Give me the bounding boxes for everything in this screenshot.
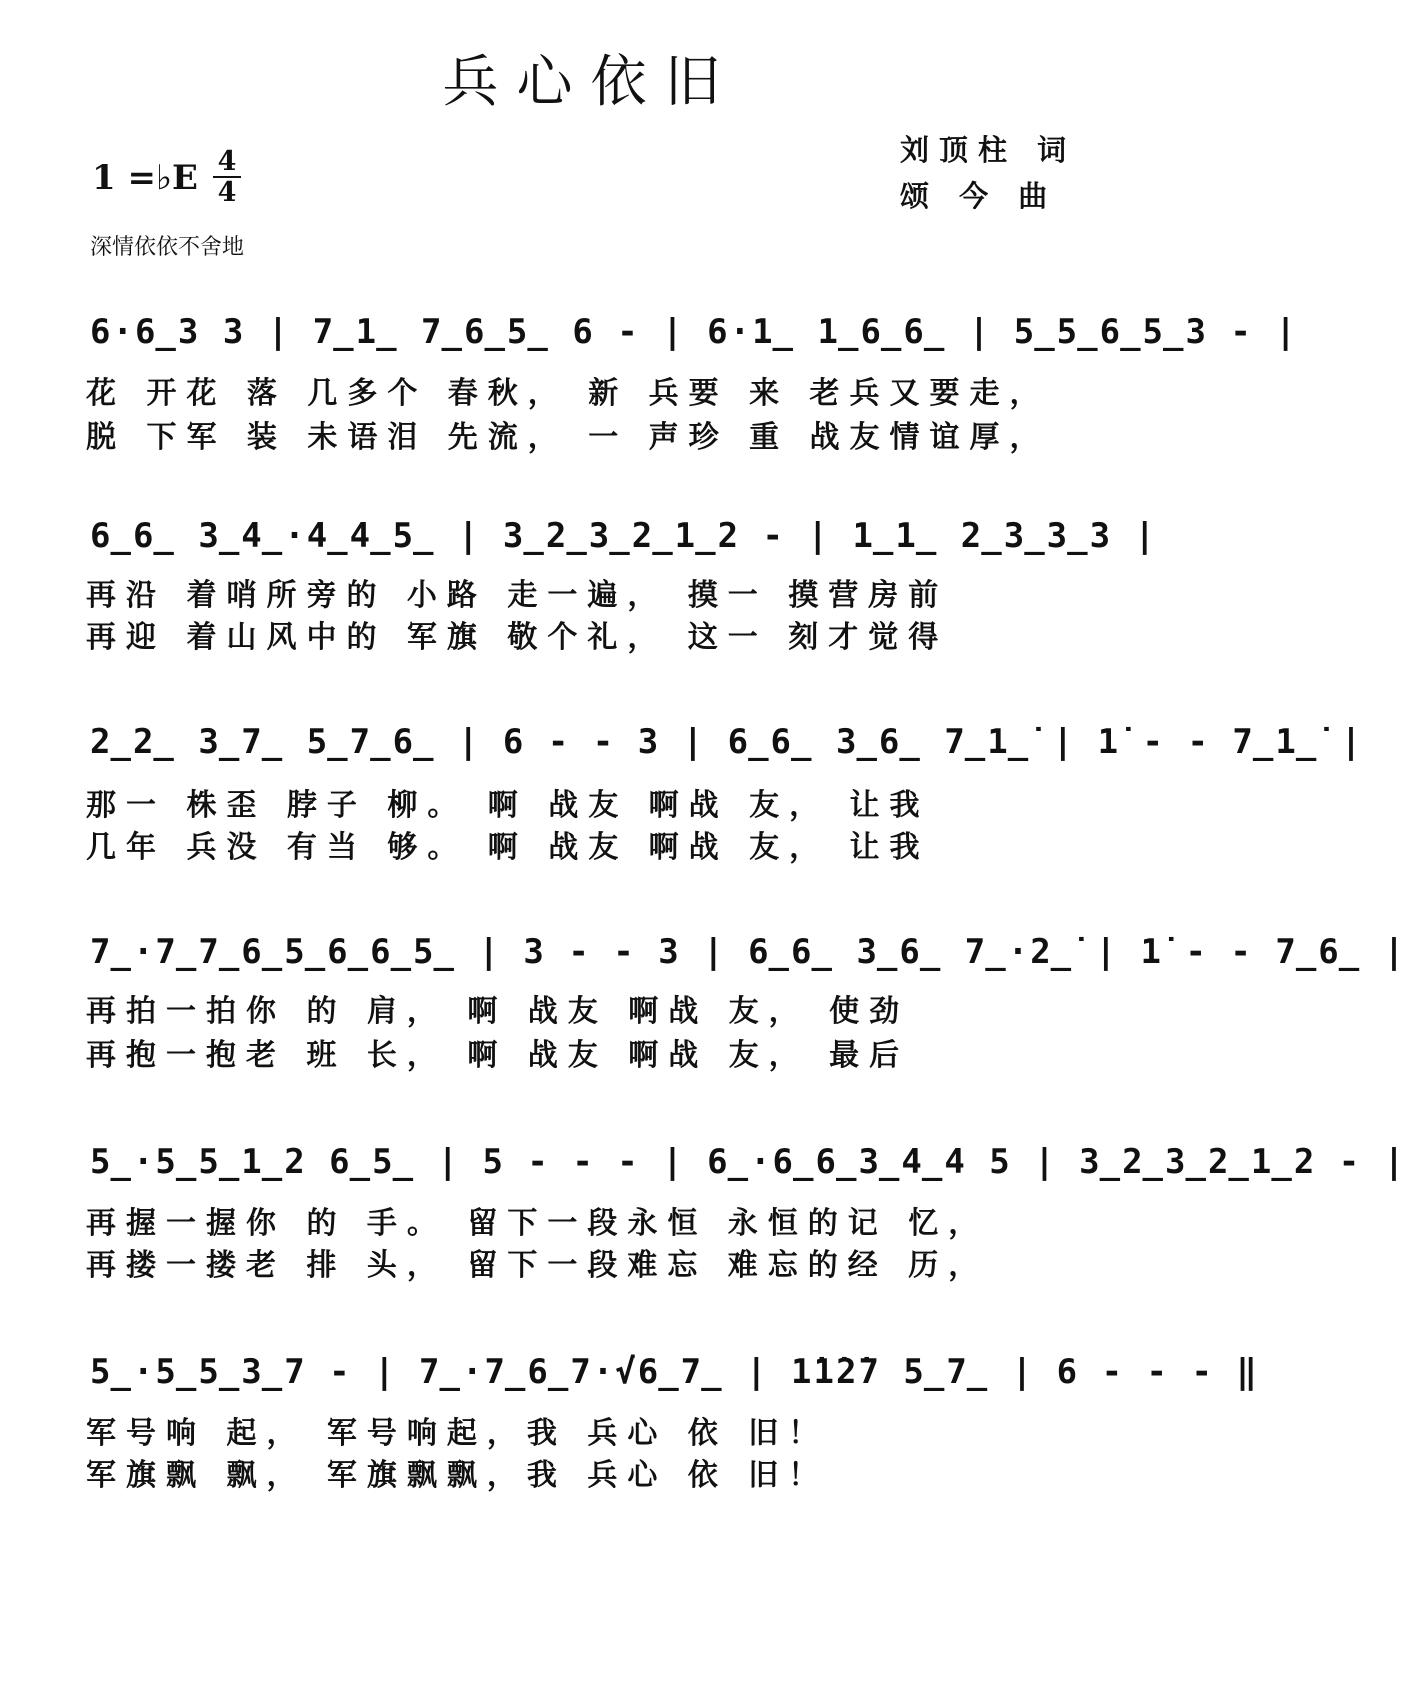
notation-line: 5̲·5̲5̲3̲7 - | 7̲·7̲6̲7·√6̲7̲ | 1̇1̇2̇7 5̲7̲ | 6 - - - ‖ bbox=[90, 1352, 1259, 1392]
notation-line: 7̲·7̲7̲6̲5̲6̲6̲5̲ | 3 - - 3 | 6̲6̲ 3̲6̲ 7̲·2̲̇ | 1̇ - - 7̲6̲ | bbox=[90, 932, 1406, 972]
lyric-verse-1: 花 开花 落 几多个 春秋， 新 兵要 来 老兵又要走， bbox=[86, 376, 1050, 411]
notation-line: 5̲·5̲5̲1̲2 6̲5̲ | 5 - - - | 6̲·6̲6̲3̲4̲4 5 | 3̲2̲3̲2̲1̲2 - | bbox=[90, 1142, 1406, 1182]
lyric-verse-2: 军旗飘 飘， 军旗飘飘，我 兵心 依 旧！ bbox=[86, 1458, 829, 1493]
tempo-marking: 深情依依不舍地 bbox=[90, 235, 245, 260]
lyric-verse-1: 再沿 着哨所旁的 小路 走一遍， 摸一 摸营房前 bbox=[86, 578, 949, 613]
key-signature: 1 =♭E bbox=[92, 158, 198, 198]
lyric-verse-1: 军号响 起， 军号响起，我 兵心 依 旧！ bbox=[86, 1416, 829, 1451]
notation-line: 2̲2̲ 3̲7̲ 5̲7̲6̲ | 6 - - 3 | 6̲6̲ 3̲6̲ 7̲1̲̇ | 1̇ - - 7̲1̲̇ | bbox=[90, 722, 1364, 762]
score-system-6 bbox=[90, 1332, 1259, 1392]
score-system-2 bbox=[90, 496, 1158, 556]
lyric-verse-2: 再搂一搂老 排 头， 留下一段难忘 难忘的经 历， bbox=[86, 1248, 989, 1283]
lyric-verse-2: 脱 下军 装 未语泪 先流， 一 声珍 重 战友情谊厚， bbox=[86, 420, 1050, 455]
lyric-verse-1: 那一 株歪 脖子 柳。 啊 战友 啊战 友， 让我 bbox=[86, 788, 930, 823]
score-system-3 bbox=[90, 702, 1364, 762]
lyric-verse-2: 几年 兵没 有当 够。 啊 战友 啊战 友， 让我 bbox=[86, 830, 930, 865]
lyric-verse-2: 再迎 着山风中的 军旗 敬个礼， 这一 刻才觉得 bbox=[86, 620, 949, 655]
score-system-5 bbox=[90, 1122, 1406, 1182]
notation-line: 6̲6̲ 3̲4̲·4̲4̲5̲ | 3̲2̲3̲2̲1̲2 - | 1̲1̲ 2̲3̲3̲3 | bbox=[90, 516, 1158, 556]
lyric-verse-2: 再抱一抱老 班 长， 啊 战友 啊战 友， 最后 bbox=[86, 1038, 910, 1073]
lyric-verse-1: 再拍一拍你 的 肩， 啊 战友 啊战 友， 使劲 bbox=[86, 994, 910, 1029]
lyric-verse-1: 再握一握你 的 手。 留下一段永恒 永恒的记 忆， bbox=[86, 1206, 989, 1241]
score-system-1 bbox=[90, 292, 1298, 352]
score-system-4 bbox=[90, 912, 1406, 972]
composer-credit: 颂 今 曲 bbox=[900, 179, 1058, 213]
time-signature-top: 4 bbox=[217, 146, 237, 177]
time-signature bbox=[210, 148, 244, 206]
song-title: 兵心依旧 bbox=[442, 50, 739, 115]
notation-line: 6·6̲3 3 | 7̲1̲ 7̲6̲5̲ 6 - | 6·1̲ 1̲6̲6̲ | 5̲5̲6̲5̲3 - | bbox=[90, 312, 1298, 352]
time-signature-bottom: 4 bbox=[217, 177, 237, 208]
lyricist-credit: 刘顶柱 词 bbox=[900, 133, 1077, 167]
